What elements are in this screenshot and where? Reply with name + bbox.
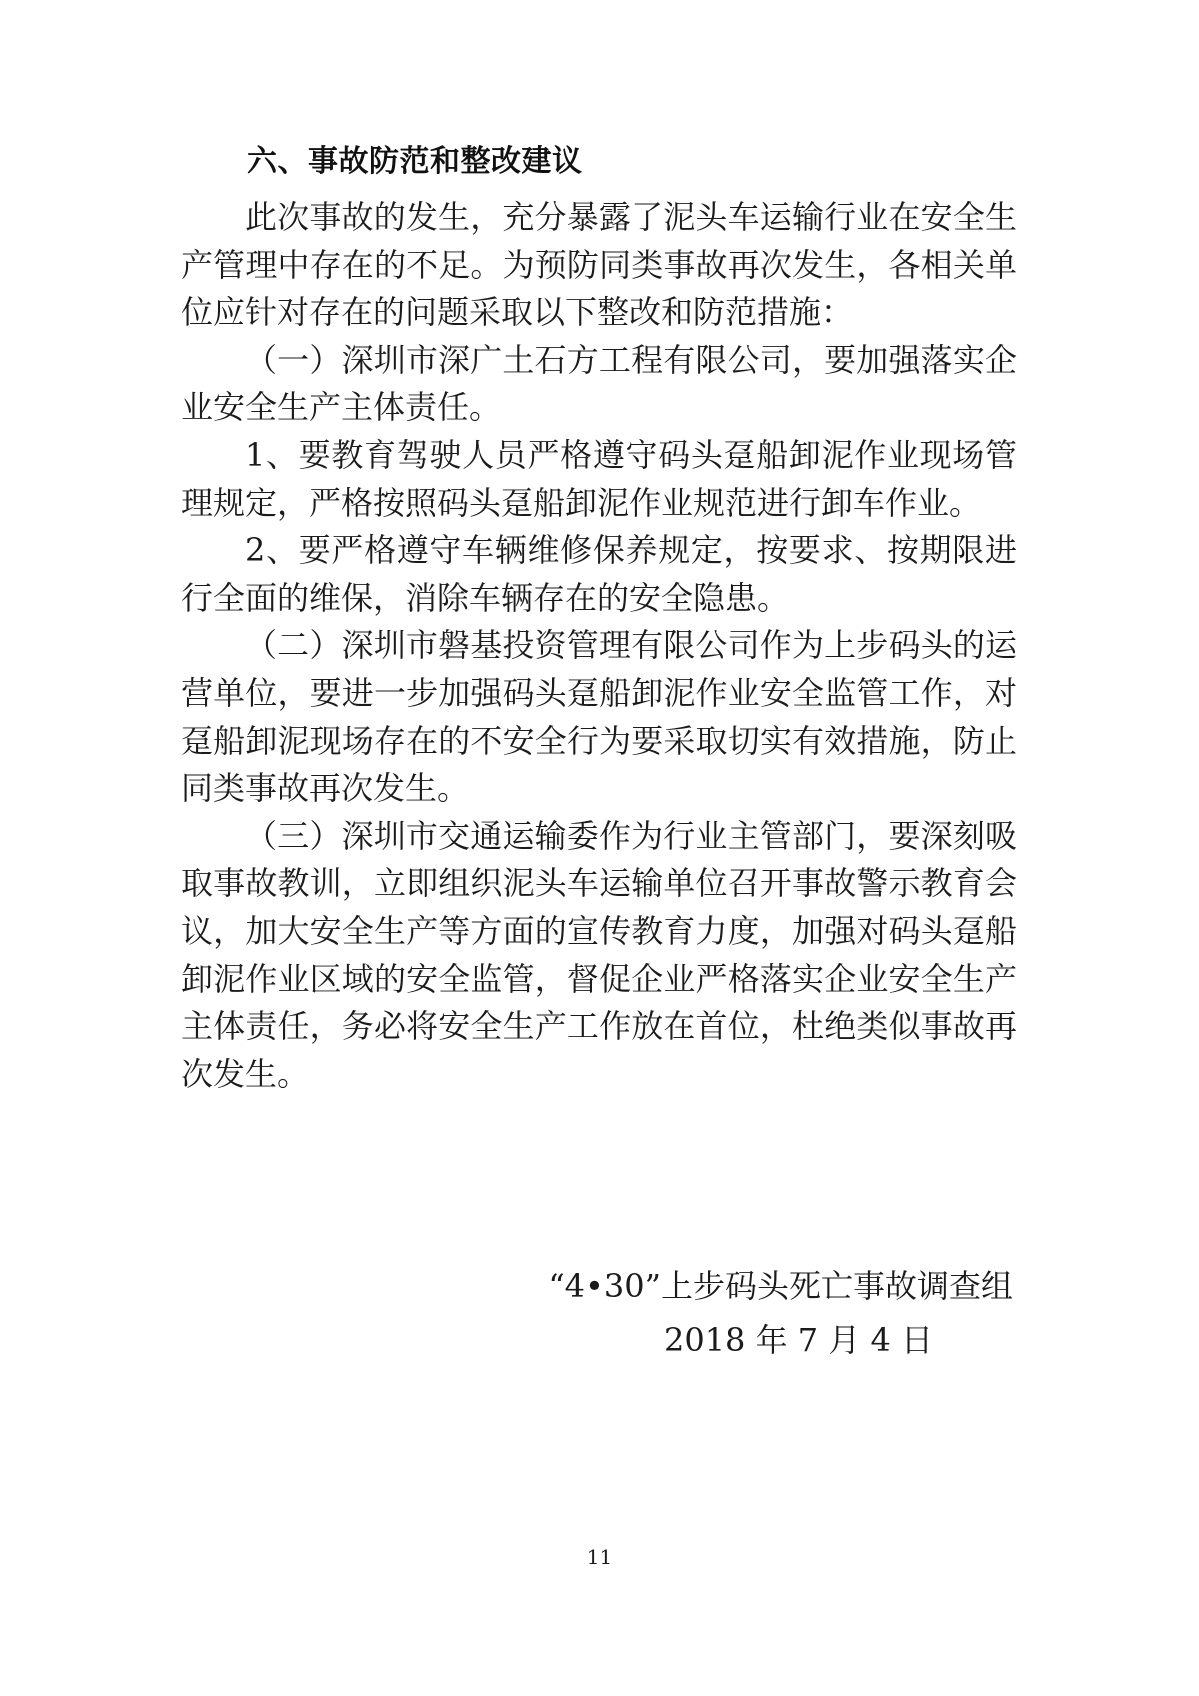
paragraph-item-3: （三）深圳市交通运输委作为行业主管部门，要深刻吸取事故教训，立即组织泥头车运输单位召开事故警示教育会议，加大安全生产等方面的宣传教育力度，加强对码头趸船卸泥作业区域的安全监管，督促企业严格落实企业安全生产主体责任，务必将安全生产工作放在首位，杜绝类似事故再次发生。 — [181, 816, 1017, 1093]
document-body — [181, 136, 1017, 1098]
page-number: 11 — [586, 1545, 613, 1569]
signature-investigation-team: “4•30”上步码头死亡事故调查组 — [548, 1267, 1013, 1305]
paragraph-item-2: （二）深圳市磐基投资管理有限公司作为上步码头的运营单位，要进一步加强码头趸船卸泥作业安全监管工作，对趸船卸泥现场存在的不安全行为要采取切实有效措施，防止同类事故再次发生。 — [181, 626, 1017, 808]
paragraph-item-1-sub-2: 2、要严格遵守车辆维修保养规定，按要求、按期限进行全面的维保，消除车辆存在的安全隐患。 — [181, 531, 1017, 617]
signature-date: 2018 年 7 月 4 日 — [663, 1321, 933, 1359]
paragraph-item-1: （一）深圳市深广土石方工程有限公司，要加强落实企业安全生产主体责任。 — [181, 340, 1017, 427]
paragraph-item-1-sub-1: 1、要教育驾驶人员严格遵守码头趸船卸泥作业现场管理规定，严格按照码头趸船卸泥作业规范进行卸车作业。 — [181, 435, 1017, 522]
paragraph-intro: 此次事故的发生，充分暴露了泥头车运输行业在安全生产管理中存在的不足。为预防同类事故再次发生，各相关单位应针对存在的问题采取以下整改和防范措施： — [181, 198, 1017, 332]
section-heading: 六、事故防范和整改建议 — [247, 144, 583, 179]
